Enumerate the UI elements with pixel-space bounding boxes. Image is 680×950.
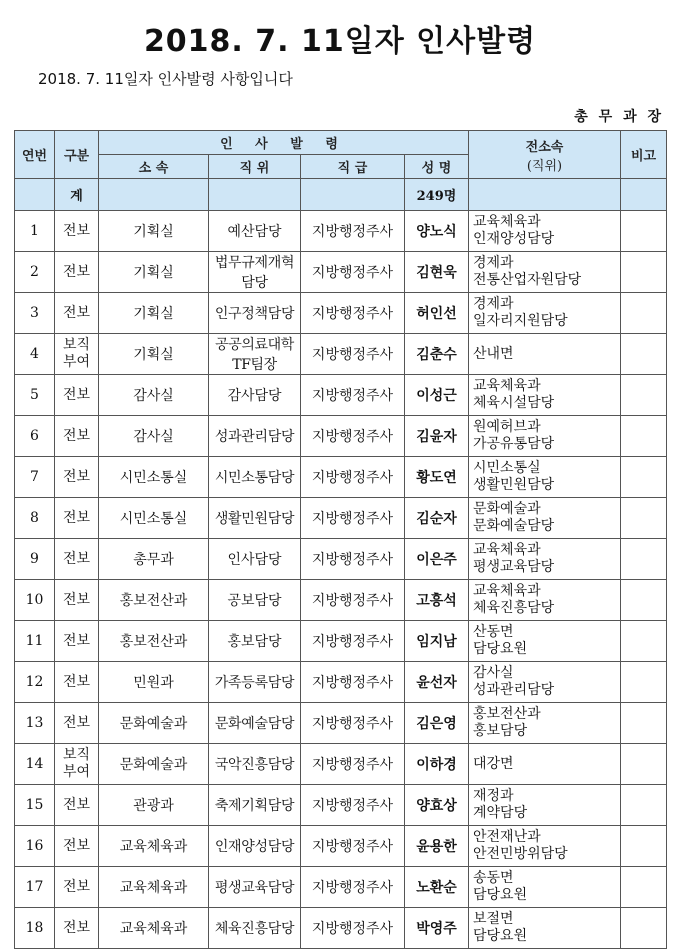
row-note (621, 293, 667, 334)
row-unit: 시민소통실 (99, 457, 209, 498)
row-grade: 지방행정주사 (301, 867, 405, 908)
row-kind: 전보 (55, 785, 99, 826)
previous-position: 체육시설담당 (473, 395, 555, 411)
row-position: 홍보담당 (209, 621, 301, 662)
previous-position: 체육진흥담당 (473, 600, 555, 616)
header-unit: 소 속 (99, 155, 209, 179)
row-name: 박영주 (405, 908, 469, 949)
total-count: 249명 (405, 179, 469, 211)
row-kind: 전보 (55, 662, 99, 703)
row-name: 김춘수 (405, 334, 469, 375)
table-row (15, 375, 667, 416)
row-name: 노환순 (405, 867, 469, 908)
row-kind: 전보 (55, 375, 99, 416)
row-position: 시민소통담당 (209, 457, 301, 498)
previous-unit: 안전재난과 (473, 829, 541, 845)
previous-position: 담당요원 (473, 887, 528, 903)
row-name: 이은주 (405, 539, 469, 580)
previous-position: 평생교육담당 (473, 559, 555, 575)
row-kind: 전보 (55, 580, 99, 621)
row-position: 공보담당 (209, 580, 301, 621)
previous-position: 성과관리담당 (473, 682, 555, 698)
previous-unit: 재정과 (473, 788, 514, 804)
row-number: 17 (15, 867, 55, 908)
row-note (621, 867, 667, 908)
row-name: 김윤자 (405, 416, 469, 457)
row-position: 예산담당 (209, 211, 301, 252)
row-previous-post (469, 416, 621, 457)
row-unit: 시민소통실 (99, 498, 209, 539)
previous-position: 담당요원 (473, 928, 528, 944)
row-grade: 지방행정주사 (301, 662, 405, 703)
row-number: 9 (15, 539, 55, 580)
row-previous-post (469, 580, 621, 621)
row-number: 3 (15, 293, 55, 334)
row-name: 임지남 (405, 621, 469, 662)
previous-unit: 산동면 (473, 624, 514, 640)
row-position: 체육진흥담당 (209, 908, 301, 949)
table-row (15, 662, 667, 703)
row-position: 생활민원담당 (209, 498, 301, 539)
table-row (15, 334, 667, 375)
row-unit: 홍보전산과 (99, 580, 209, 621)
previous-unit: 시민소통실 (473, 460, 541, 476)
row-previous-post (469, 662, 621, 703)
row-name: 김현욱 (405, 252, 469, 293)
previous-unit: 송동면 (473, 870, 514, 886)
row-unit: 감사실 (99, 416, 209, 457)
row-position: 축제기획담당 (209, 785, 301, 826)
row-name: 황도연 (405, 457, 469, 498)
previous-position: 담당요원 (473, 641, 528, 657)
row-unit: 총무과 (99, 539, 209, 580)
row-position: 공공의료대학TF팀장 (209, 334, 301, 375)
row-position: 인구정책담당 (209, 293, 301, 334)
row-name: 김순자 (405, 498, 469, 539)
row-unit: 교육체육과 (99, 826, 209, 867)
previous-position: 인재양성담당 (473, 231, 555, 247)
row-name: 김은영 (405, 703, 469, 744)
row-unit: 감사실 (99, 375, 209, 416)
row-name: 고흥석 (405, 580, 469, 621)
table-row (15, 252, 667, 293)
row-number: 2 (15, 252, 55, 293)
table-row (15, 580, 667, 621)
row-note (621, 785, 667, 826)
previous-position: 안전민방위담당 (473, 846, 568, 862)
row-grade: 지방행정주사 (301, 416, 405, 457)
row-note (621, 908, 667, 949)
table-row (15, 539, 667, 580)
header-seq: 연번 (15, 131, 55, 179)
row-position: 문화예술담당 (209, 703, 301, 744)
row-note (621, 580, 667, 621)
table-row (15, 785, 667, 826)
row-position: 인재양성담당 (209, 826, 301, 867)
row-number: 7 (15, 457, 55, 498)
row-kind: 보직 부여 (55, 744, 99, 785)
row-grade: 지방행정주사 (301, 580, 405, 621)
row-number: 4 (15, 334, 55, 375)
row-note (621, 457, 667, 498)
row-grade: 지방행정주사 (301, 293, 405, 334)
row-kind: 전보 (55, 416, 99, 457)
table-row (15, 498, 667, 539)
previous-unit: 교육체육과 (473, 583, 541, 599)
row-number: 16 (15, 826, 55, 867)
row-unit: 기획실 (99, 334, 209, 375)
personnel-table (14, 130, 667, 949)
row-number: 14 (15, 744, 55, 785)
row-position: 평생교육담당 (209, 867, 301, 908)
header-grade: 직 급 (301, 155, 405, 179)
table-row (15, 744, 667, 785)
header-kind: 구분 (55, 131, 99, 179)
row-previous-post (469, 211, 621, 252)
previous-unit: 홍보전산과 (473, 706, 541, 722)
row-previous-post (469, 498, 621, 539)
row-name: 양효상 (405, 785, 469, 826)
row-number: 8 (15, 498, 55, 539)
previous-position: 일자리지원담당 (473, 313, 568, 329)
header-note: 비고 (621, 131, 667, 179)
row-name: 허인선 (405, 293, 469, 334)
previous-unit: 경제과 (473, 255, 514, 271)
previous-unit: 대강면 (473, 755, 514, 772)
row-kind: 전보 (55, 826, 99, 867)
row-grade: 지방행정주사 (301, 621, 405, 662)
previous-position: 계약담당 (473, 805, 528, 821)
table-row (15, 908, 667, 949)
row-number: 6 (15, 416, 55, 457)
row-note (621, 621, 667, 662)
table-row (15, 621, 667, 662)
row-unit: 기획실 (99, 211, 209, 252)
row-unit: 문화예술과 (99, 703, 209, 744)
row-note (621, 539, 667, 580)
row-number: 1 (15, 211, 55, 252)
document-title: 2018. 7. 11일자 인사발령 (143, 24, 537, 59)
row-kind: 전보 (55, 621, 99, 662)
previous-unit: 문화예술과 (473, 501, 541, 517)
row-grade: 지방행정주사 (301, 539, 405, 580)
row-unit: 문화예술과 (99, 744, 209, 785)
row-kind: 전보 (55, 703, 99, 744)
row-previous-post (469, 703, 621, 744)
table-row (15, 293, 667, 334)
header-previous-sub: (직위) (526, 158, 563, 174)
row-number: 11 (15, 621, 55, 662)
row-unit: 홍보전산과 (99, 621, 209, 662)
previous-position: 가공유통담당 (473, 436, 555, 452)
row-note (621, 416, 667, 457)
previous-unit: 교육체육과 (473, 214, 541, 230)
row-position: 국악진흥담당 (209, 744, 301, 785)
row-unit: 교육체육과 (99, 908, 209, 949)
row-grade: 지방행정주사 (301, 744, 405, 785)
previous-unit: 산내면 (473, 345, 514, 362)
row-name: 양노식 (405, 211, 469, 252)
row-unit: 민원과 (99, 662, 209, 703)
previous-unit: 보절면 (473, 911, 514, 927)
row-position: 감사담당 (209, 375, 301, 416)
row-number: 15 (15, 785, 55, 826)
row-name: 이하경 (405, 744, 469, 785)
row-previous-post (469, 539, 621, 580)
total-label: 계 (55, 179, 99, 211)
row-grade: 지방행정주사 (301, 252, 405, 293)
row-kind: 전보 (55, 498, 99, 539)
row-number: 13 (15, 703, 55, 744)
previous-position: 문화예술담당 (473, 518, 555, 534)
header-previous-label: 전소속 (525, 139, 564, 155)
header-name: 성 명 (405, 155, 469, 179)
row-kind: 전보 (55, 457, 99, 498)
row-note (621, 211, 667, 252)
table-row (15, 703, 667, 744)
row-number: 10 (15, 580, 55, 621)
row-unit: 기획실 (99, 252, 209, 293)
previous-unit: 교육체육과 (473, 378, 541, 394)
row-name: 이성근 (405, 375, 469, 416)
row-grade: 지방행정주사 (301, 908, 405, 949)
row-grade: 지방행정주사 (301, 785, 405, 826)
row-kind: 전보 (55, 211, 99, 252)
row-grade: 지방행정주사 (301, 826, 405, 867)
previous-unit: 경제과 (473, 296, 514, 312)
row-name: 윤용한 (405, 826, 469, 867)
row-grade: 지방행정주사 (301, 703, 405, 744)
row-previous-post (469, 334, 621, 375)
row-kind: 전보 (55, 252, 99, 293)
row-position: 법무규제개혁담당 (209, 252, 301, 293)
row-kind: 보직 부여 (55, 334, 99, 375)
row-grade: 지방행정주사 (301, 211, 405, 252)
row-kind: 전보 (55, 908, 99, 949)
row-note (621, 826, 667, 867)
table-row (15, 416, 667, 457)
row-note (621, 334, 667, 375)
header-previous (469, 131, 621, 179)
row-number: 18 (15, 908, 55, 949)
row-note (621, 662, 667, 703)
previous-unit: 원예허브과 (473, 419, 541, 435)
row-note (621, 375, 667, 416)
row-number: 5 (15, 375, 55, 416)
previous-position: 전통산업자원담당 (473, 272, 582, 288)
row-previous-post (469, 867, 621, 908)
row-position: 인사담당 (209, 539, 301, 580)
row-note (621, 703, 667, 744)
row-note (621, 252, 667, 293)
previous-unit: 감사실 (473, 665, 514, 681)
document-subtitle: 2018. 7. 11일자 인사발령 사항입니다 (38, 70, 293, 88)
row-unit: 교육체육과 (99, 867, 209, 908)
row-previous-post (469, 785, 621, 826)
row-kind: 전보 (55, 293, 99, 334)
table-row (15, 826, 667, 867)
previous-unit: 교육체육과 (473, 542, 541, 558)
row-grade: 지방행정주사 (301, 498, 405, 539)
row-previous-post (469, 744, 621, 785)
row-position: 성과관리담당 (209, 416, 301, 457)
row-position: 가족등록담당 (209, 662, 301, 703)
row-previous-post (469, 252, 621, 293)
row-previous-post (469, 621, 621, 662)
row-note (621, 498, 667, 539)
total-row (15, 179, 667, 211)
header-appointment: 인 사 발 령 (99, 131, 469, 155)
row-name: 윤선자 (405, 662, 469, 703)
department-signature: 총 무 과 장 (574, 109, 664, 125)
row-unit: 기획실 (99, 293, 209, 334)
row-kind: 전보 (55, 867, 99, 908)
row-note (621, 744, 667, 785)
row-number: 12 (15, 662, 55, 703)
previous-position: 생활민원담당 (473, 477, 555, 493)
row-kind: 전보 (55, 539, 99, 580)
row-grade: 지방행정주사 (301, 375, 405, 416)
row-previous-post (469, 375, 621, 416)
table-row (15, 457, 667, 498)
row-previous-post (469, 293, 621, 334)
table-row (15, 211, 667, 252)
table-row (15, 867, 667, 908)
row-grade: 지방행정주사 (301, 457, 405, 498)
row-grade: 지방행정주사 (301, 334, 405, 375)
row-unit: 관광과 (99, 785, 209, 826)
row-previous-post (469, 457, 621, 498)
previous-position: 홍보담당 (473, 723, 528, 739)
row-previous-post (469, 908, 621, 949)
header-position: 직 위 (209, 155, 301, 179)
row-previous-post (469, 826, 621, 867)
